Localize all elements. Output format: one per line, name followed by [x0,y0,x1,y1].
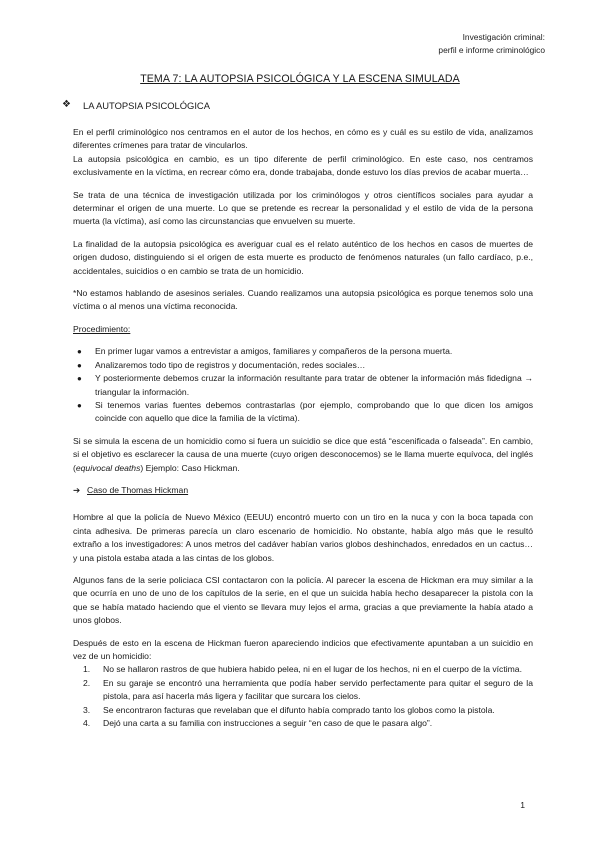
paragraph-caso-3: Después de esto en la escena de Hickman fueron apareciendo indicios que efectivamente apuntaban a un suicidio en vez de un homicidio: [73,637,533,661]
paragraph-tecnica: Se trata de una técnica de investigación utilizada por los criminólogos y otros científicos sociales para ayudar a determinar el origen de una muerte. Lo que se pretende es recrear la personalidad y el estilo de vida de la persona muerta (la víctima), así como las circunstancias que envuelven su muerte. [73,189,533,227]
list-item: 2. En su garaje se encontró una herramienta que podía haber servido perfectamente para quitar el seguro de la pistola, para así hacerla más ligera y facilitar que surcara los cielos. [83,677,533,702]
paragraph-nota: *No estamos hablando de asesinos seriales. Cuando realizamos una autopsia psicológica es porque tenemos solo una víctima o al menos una víctima reconocida. [73,288,533,312]
case-heading [73,484,533,497]
procedimiento-list [73,345,533,425]
list-item: ● En primer lugar vamos a entrevistar a amigos, familiares y compañeros de la persona muerta. [73,345,533,358]
page-title: TEMA 7: LA AUTOPSIA PSICOLÓGICA Y LA ESCENA SIMULADA [140,73,460,85]
document-body [73,126,533,730]
paragraph-escena-simulada: Si se simula la escena de un homicidio como si fuera un suicidio se dice que está “escenificada o falseada”. En cambio, si el objetivo es esclarecer la causa de una muerte (cuyo origen desconocemos) se le llama muerte equívoca, del inglés (equivocal deaths) Ejemplo: Caso Hickman. [73,435,533,473]
bullet-icon: ● [77,347,82,357]
paragraph-autopsia: La autopsia psicológica en cambio, es un tipo diferente de perfil criminológico. En este caso, nos centramos exclusivamente en la víctima, en recrear cómo era, donde trabajaba, donde estuvo los días previos de acabar muerta… [73,153,533,178]
procedimiento-heading: Procedimiento: [73,323,131,334]
section-heading: LA AUTOPSIA PSICOLÓGICA [83,100,210,111]
arrow-icon: ➔ [73,484,81,495]
paragraph-caso-1: Hombre al que la policía de Nuevo México (EEUU) encontró muerto con un tiro en la nuca y con la boca tapada con cinta adhesiva. De primeras parecía un claro escenario de homicidio. No obstante, había algo más que le resultó extraño a los investigadores: A unos metros del cadáver habían varios globos deshinchados, enredados en un cactus… y una pistola estaba atada a las cintas de los globos. [73,512,533,563]
indicios-list [73,663,533,730]
header-line-2: perfil e informe criminológico [438,45,545,55]
list-item: 3. Se encontraron facturas que revelaban que el difunto había comprado tanto los globos como la pistola. [83,704,495,715]
case-label: Caso de Thomas Hickman [87,484,189,495]
paragraph-finalidad: La finalidad de la autopsia psicológica es averiguar cual es el relato auténtico de los hechos en casos de muertes de origen dudoso, distinguiendo si el origen de esta muerte es producto de fenómenos naturales (un fallo cardíaco, p.e., accidentales, suicidios o en cambio se trata de un homicidio. [73,238,533,276]
bullet-icon: ● [77,360,82,370]
list-item: ● Y posteriormente debemos cruzar la información resultante para tratar de obtener la información más fidedigna → triangular la información. [77,373,533,397]
list-item: 4. Dejó una carta a su familia con instrucciones a seguir “en caso de que le pasara algo”. [83,718,433,729]
header-line-1: Investigación criminal: [462,32,545,42]
bullet-icon: ● [77,400,82,410]
paragraph-intro: En el perfil criminológico nos centramos en el autor de los hechos, en cómo es y cuál es su estilo de vida, analizamos diferentes crímenes para tratar de vincularlos. [73,127,533,151]
emphasis-term: equivocal deaths [75,462,141,473]
page-number: 1 [520,800,525,810]
running-header [438,31,545,57]
diamond-bullet-icon: ❖ [62,99,71,110]
list-item: ● Analizaremos todo tipo de registros y documentación, redes sociales… [73,359,533,372]
list-item: 1. No se hallaron rastros de que hubiera habido pelea, ni en el lugar de los hechos, ni en el cuerpo de la víctima. [83,664,522,675]
bullet-icon: ● [77,374,82,384]
paragraph-caso-2: Algunos fans de la serie policiaca CSI contactaron con la policía. Al parecer la escena de Hickman era muy similar a la que ocurría en uno de uno de los capítulos de la serie, en el que un suicida había hecho desaparecer la pistola con la que se había matado haciendo que el viento se llevara muy lejos el arma, gracias a que previamente la había atado a unos globos. [73,574,533,626]
list-item: ● Si tenemos varias fuentes debemos contrastarlas (por ejemplo, comprobando que lo que dicen los amigos coincide con aquello que dice la familia de la víctima). [77,399,533,424]
